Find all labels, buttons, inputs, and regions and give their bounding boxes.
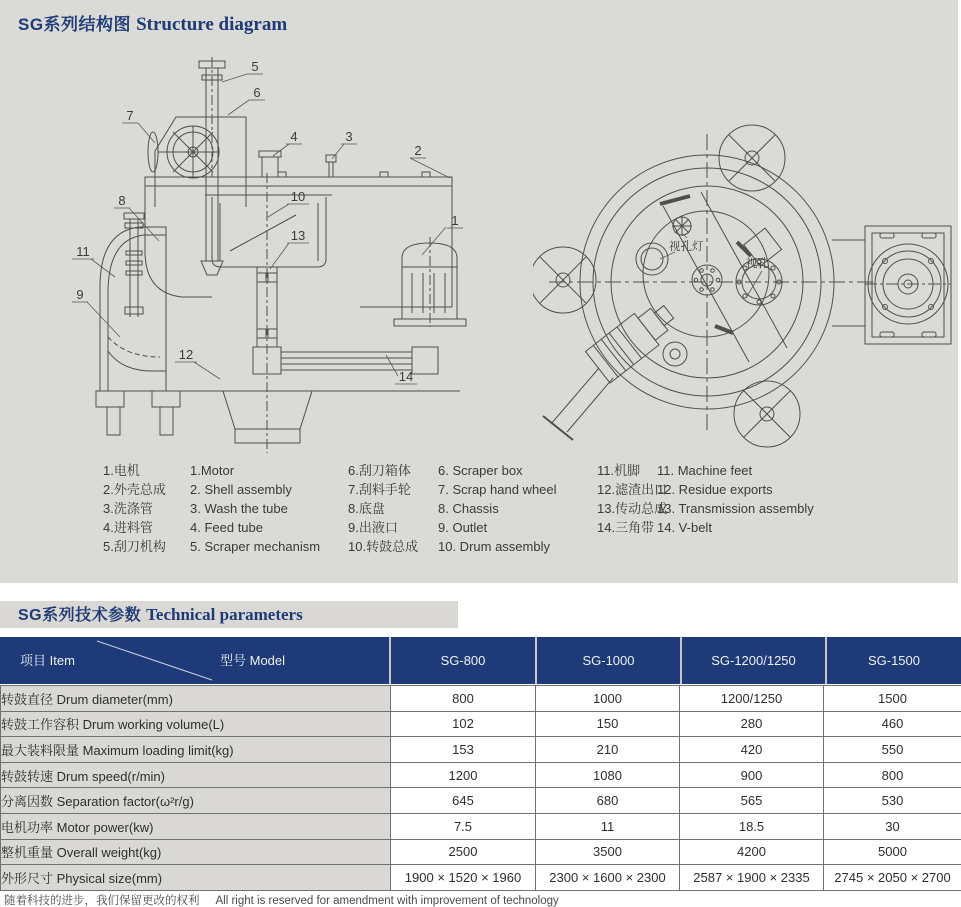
side-view-drawing xyxy=(60,55,480,455)
legend-en: 3. Wash the tube xyxy=(190,500,288,516)
row-label: 转鼓直径 Drum diameter(mm) xyxy=(1,686,391,712)
legend-group-1 xyxy=(103,462,320,557)
legend-en: 2. Shell assembly xyxy=(190,481,292,497)
header-model-sg800: SG-800 xyxy=(391,637,535,684)
table-row xyxy=(1,865,961,891)
cell-value: 1200 xyxy=(391,762,536,788)
cell-value: 150 xyxy=(536,711,680,737)
cell-value: 2745 × 2050 × 2700 xyxy=(824,865,961,891)
handwheel-left xyxy=(533,247,596,313)
legend-cn: 2.外壳总成 xyxy=(103,481,166,497)
callout-7: 7 xyxy=(126,108,134,123)
parameters-table xyxy=(0,685,961,891)
cell-value: 800 xyxy=(391,686,536,712)
sight-lamp-label: 视孔灯 xyxy=(669,241,704,253)
legend-en: 1.Motor xyxy=(190,463,235,478)
legend-en: 12. Residue exports xyxy=(657,481,773,497)
cell-value: 18.5 xyxy=(680,813,824,839)
callout-9: 9 xyxy=(76,287,84,302)
handwheel-top-right xyxy=(719,125,785,191)
cell-value: 530 xyxy=(824,788,961,814)
cell-value: 550 xyxy=(824,737,961,763)
table-row xyxy=(1,813,961,839)
legend-cn: 7.刮料手轮 xyxy=(348,481,411,497)
callout-8: 8 xyxy=(118,193,126,208)
technical-parameters-title-en: Technical parameters xyxy=(146,605,303,624)
cell-value: 153 xyxy=(391,737,536,763)
header-model-sg1500: SG-1500 xyxy=(827,637,961,684)
table-row xyxy=(1,762,961,788)
cell-value: 1500 xyxy=(824,686,961,712)
callout-5: 5 xyxy=(251,59,259,74)
cell-value: 460 xyxy=(824,711,961,737)
cell-value: 1000 xyxy=(536,686,680,712)
legend-cn: 4.进料管 xyxy=(103,519,153,535)
top-view-labels xyxy=(660,234,769,298)
header-item-label: 项目 Item xyxy=(20,653,75,668)
page-title-cn: SG系列结构图 xyxy=(18,15,132,34)
cell-value: 800 xyxy=(824,762,961,788)
top-view-drawing xyxy=(533,120,961,452)
cell-value: 30 xyxy=(824,813,961,839)
callout-11: 11 xyxy=(76,244,90,259)
row-label: 外形尺寸 Physical size(mm) xyxy=(1,865,391,891)
legend-cn: 13.传动总成 xyxy=(597,500,668,516)
row-label: 整机重量 Overall weight(kg) xyxy=(1,839,391,865)
legend-en: 7. Scrap hand wheel xyxy=(438,481,557,497)
legend-en: 5. Scraper mechanism xyxy=(190,538,321,554)
row-label: 转鼓转速 Drum speed(r/min) xyxy=(1,762,391,788)
cell-value: 5000 xyxy=(824,839,961,865)
footer-note-cn: 随着科技的进步，我们保留更改的权利 xyxy=(4,895,200,907)
cell-value: 102 xyxy=(391,711,536,737)
table-row xyxy=(1,788,961,814)
callout-13: 13 xyxy=(290,228,306,243)
cell-value: 280 xyxy=(680,711,824,737)
legend-en: 14. V-belt xyxy=(657,519,712,535)
row-label: 最大装料限量 Maximum loading limit(kg) xyxy=(1,737,391,763)
legend-cn: 10.转鼓总成 xyxy=(348,538,419,554)
sight-hole-label: 视孔 xyxy=(746,258,769,270)
table-row xyxy=(1,839,961,865)
page-title-en: Structure diagram xyxy=(136,14,288,35)
callout-3: 3 xyxy=(345,129,353,144)
legend-cn: 11.机脚 xyxy=(597,463,641,478)
cell-value: 420 xyxy=(680,737,824,763)
legend-cn: 5.刮刀机构 xyxy=(103,538,166,554)
callout-12: 12 xyxy=(178,347,194,362)
cell-value: 2300 × 1600 × 2300 xyxy=(536,865,680,891)
legend-en: 8. Chassis xyxy=(438,500,499,516)
cell-value: 1080 xyxy=(536,762,680,788)
cell-value: 565 xyxy=(680,788,824,814)
legend-cn: 3.洗涤管 xyxy=(103,500,153,516)
callout-14: 14 xyxy=(398,369,414,384)
row-label: 电机功率 Motor power(kw) xyxy=(1,813,391,839)
technical-parameters-title xyxy=(18,601,303,628)
row-label: 转鼓工作容积 Drum working volume(L) xyxy=(1,711,391,737)
cell-value: 2500 xyxy=(391,839,536,865)
table-row xyxy=(1,737,961,763)
page-title xyxy=(18,10,287,36)
legend-group-2 xyxy=(348,462,557,557)
header-model-sg1200: SG-1200/1250 xyxy=(682,637,825,684)
cell-value: 11 xyxy=(536,813,680,839)
handwheel-bottom xyxy=(734,381,800,447)
table-row xyxy=(1,711,961,737)
cell-value: 210 xyxy=(536,737,680,763)
legend-cn: 1.电机 xyxy=(103,463,140,478)
cell-value: 1900 × 1520 × 1960 xyxy=(391,865,536,891)
legend-cn: 14.三角带 xyxy=(597,519,655,535)
callout-1: 1 xyxy=(451,213,459,228)
cell-value: 7.5 xyxy=(391,813,536,839)
cell-value: 645 xyxy=(391,788,536,814)
cell-value: 2587 × 1900 × 2335 xyxy=(680,865,824,891)
technical-parameters-title-cn: SG系列技术参数 xyxy=(18,607,142,624)
callout-2: 2 xyxy=(414,143,422,158)
legend-cn: 9.出液口 xyxy=(348,519,398,535)
legend-en: 4. Feed tube xyxy=(190,519,263,535)
header-model-label: 型号 Model xyxy=(220,653,286,668)
cell-value: 3500 xyxy=(536,839,680,865)
header-model-sg1000: SG-1000 xyxy=(537,637,680,684)
legend-en: 13. Transmission assembly xyxy=(657,500,814,516)
callout-6: 6 xyxy=(253,85,261,100)
footer-note-en: All right is reserved for amendment with improvement of technology xyxy=(215,895,559,907)
cell-value: 900 xyxy=(680,762,824,788)
legend-en: 9. Outlet xyxy=(438,519,488,535)
cell-value: 680 xyxy=(536,788,680,814)
legend-cn: 6.刮刀箱体 xyxy=(348,463,411,478)
legend-en: 6. Scraper box xyxy=(438,463,523,478)
legend-cn: 12.滤渣出口 xyxy=(597,481,668,497)
legend-en: 11. Machine feet xyxy=(657,463,753,478)
parameters-table-header xyxy=(0,637,961,684)
footer-note xyxy=(4,892,559,907)
table-row xyxy=(1,686,961,712)
cell-value: 4200 xyxy=(680,839,824,865)
legend-group-3 xyxy=(597,462,814,538)
header-item-model-cell xyxy=(0,637,389,684)
callout-4: 4 xyxy=(290,129,298,144)
callout-10: 10 xyxy=(290,189,306,204)
cell-value: 1200/1250 xyxy=(680,686,824,712)
legend-en: 10. Drum assembly xyxy=(438,538,550,554)
row-label: 分离因数 Separation factor(ω²r/g) xyxy=(1,788,391,814)
legend-cn: 8.底盘 xyxy=(348,500,385,516)
